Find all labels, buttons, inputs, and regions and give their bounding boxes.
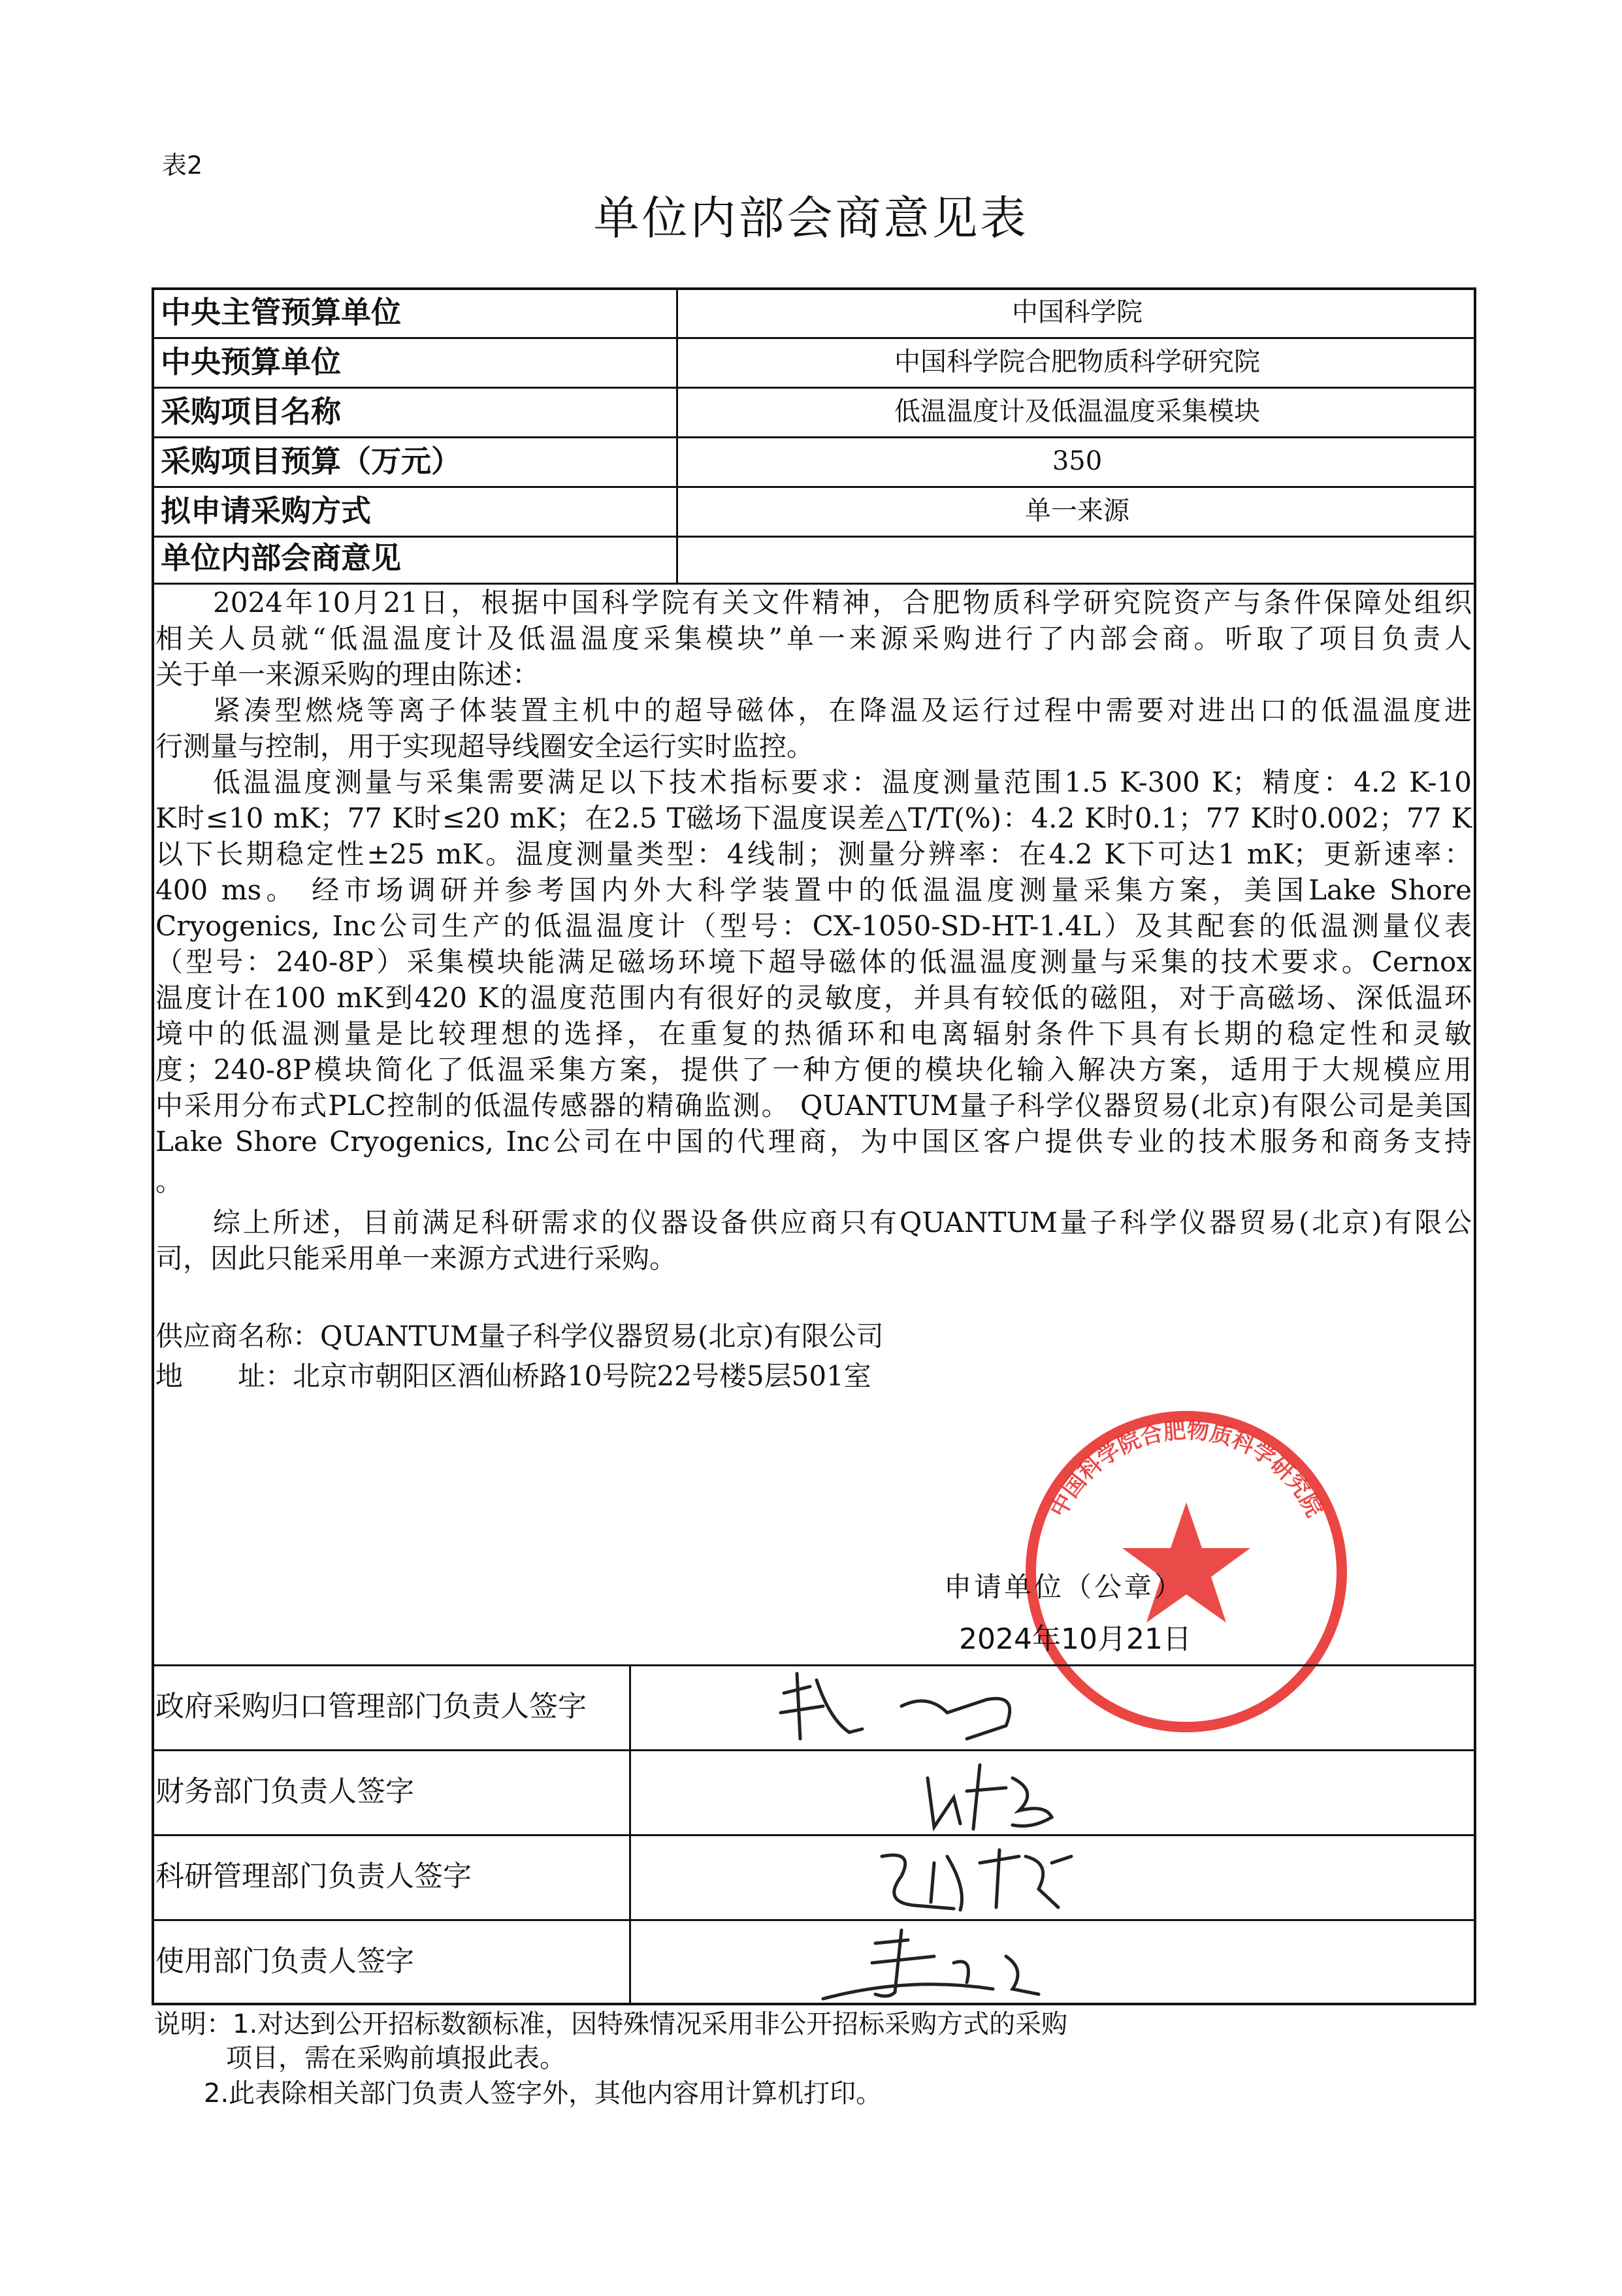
opinion-line: 2024年10月21日，根据中国科学院有关文件精神，合肥物质科学研究院资产与条件保障处组织 [213, 587, 1472, 619]
opinion-line: 度；240-8P模块简化了低温采集方案，提供了一种方便的模块化输入解决方案，适用于大规模应用 [155, 1054, 1472, 1086]
handwritten-signature-research [862, 1837, 1097, 1915]
signature-label-research: 科研管理部门负责人签字 [155, 1860, 472, 1893]
opinion-line: 温度计在100 mK到420 K的温度范围内有很好的灵敏度，并具有较低的磁阻，对于高磁场、深低温环 [155, 982, 1472, 1014]
field-value-procurement-method: 单一来源 [1025, 496, 1129, 526]
supplier-name: 供应商名称：QUANTUM量子科学仪器贸易(北京)有限公司 [155, 1320, 884, 1352]
opinion-line: 紧凑型燃烧等离子体装置主机中的超导磁体，在降温及运行过程中需要对进出口的低温温度进 [213, 694, 1472, 726]
field-value-supervising-unit: 中国科学院 [1012, 297, 1143, 327]
field-label-internal-opinion: 单位内部会商意见 [161, 540, 401, 575]
field-label-supervising-unit: 中央主管预算单位 [161, 295, 401, 330]
opinion-line: Cryogenics, Inc公司生产的低温温度计（型号：CX-1050-SD-HT-1.4L）及其配套的低温测量仪表 [155, 910, 1472, 942]
field-label-project-budget: 采购项目预算（万元） [161, 444, 461, 479]
opinion-line: 综上所述，目前满足科研需求的仪器设备供应商只有QUANTUM量子科学仪器贸易(北京)有限公 [213, 1206, 1472, 1238]
opinion-line: 司，因此只能采用单一来源方式进行采购。 [155, 1242, 677, 1274]
field-label-budget-unit: 中央预算单位 [161, 344, 341, 380]
field-value-project-name: 低温温度计及低温温度采集模块 [894, 396, 1260, 427]
applicant-date: 2024年10月21日 [959, 1623, 1192, 1656]
opinion-line: K时≤10 mK；77 K时≤20 mK；在2.5 T磁场下温度误差△T/T(%)：4.2 K时0.1；77 K时0.002；77 K [155, 802, 1472, 834]
applicant-seal-label: 申请单位（公章） [944, 1571, 1185, 1603]
opinion-line: 以下长期稳定性±25 mK。温度测量类型：4线制；测量分辨率：在4.2 K下可达1 mK；更新速率： [155, 838, 1472, 870]
field-value-budget-unit: 中国科学院合肥物质科学研究院 [894, 347, 1260, 377]
handwritten-signature-user-dept [810, 1924, 1084, 2002]
signature-label-finance: 财务部门负责人签字 [155, 1775, 414, 1808]
opinion-line: Lake Shore Cryogenics, Inc公司在中国的代理商，为中国区客户提供专业的技术服务和商务支持 [155, 1125, 1472, 1157]
opinion-line: 境中的低温测量是比较理想的选择，在重复的热循环和电离辐射条件下具有长期的稳定性和灵敏 [155, 1018, 1472, 1050]
page-title: 单位内部会商意见表 [593, 191, 1029, 245]
signature-label-user-dept: 使用部门负责人签字 [155, 1945, 414, 1978]
opinion-line: 。 [155, 1165, 184, 1197]
column-divider [629, 1664, 631, 2005]
opinion-line: 400 ms。 经市场调研并参考国内外大科学装置中的低温温度测量采集方案，美国Lake Shore [155, 874, 1472, 906]
handwritten-signature-procurement [771, 1667, 1097, 1745]
table-number: 表2 [162, 151, 203, 180]
signature-label-procurement: 政府采购归口管理部门负责人签字 [155, 1690, 587, 1723]
seal-text: 中国科学院合肥物质科学研究院 [1045, 1417, 1328, 1522]
field-label-project-name: 采购项目名称 [161, 394, 341, 429]
opinion-line: （型号：240-8P）采集模块能满足磁场环境下超导磁体的低温温度测量与采集的技术要求。Cernox [155, 946, 1472, 978]
note-line-3: 2.此表除相关部门负责人签字外，其他内容用计算机打印。 [204, 2078, 883, 2109]
opinion-line: 关于单一来源采购的理由陈述： [155, 658, 540, 690]
handwritten-signature-finance [915, 1752, 1111, 1830]
row-divider [152, 583, 1476, 585]
opinion-line: 低温温度测量与采集需要满足以下技术指标要求：温度测量范围1.5 K-300 K；精度：4.2 K-10 [213, 766, 1472, 798]
opinion-line: 相关人员就“低温温度计及低温温度采集模块”单一来源采购进行了内部会商。听取了项目负责人 [155, 623, 1472, 655]
opinion-line: 行测量与控制，用于实现超导线圈安全运行实时监控。 [155, 730, 815, 762]
supplier-address: 地 址：北京市朝阳区酒仙桥路10号院22号楼5层501室 [155, 1360, 871, 1392]
field-value-project-budget: 350 [1052, 446, 1103, 476]
note-line-2: 项目，需在采购前填报此表。 [226, 2043, 566, 2073]
field-label-procurement-method: 拟申请采购方式 [161, 493, 371, 528]
note-line-1: 说明：1.对达到公开招标数额标准，因特殊情况采用非公开招标采购方式的采购 [154, 2009, 1068, 2039]
opinion-line: 中采用分布式PLC控制的低温传感器的精确监测。 QUANTUM量子科学仪器贸易(北京)有限公司是美国 [155, 1090, 1472, 1122]
